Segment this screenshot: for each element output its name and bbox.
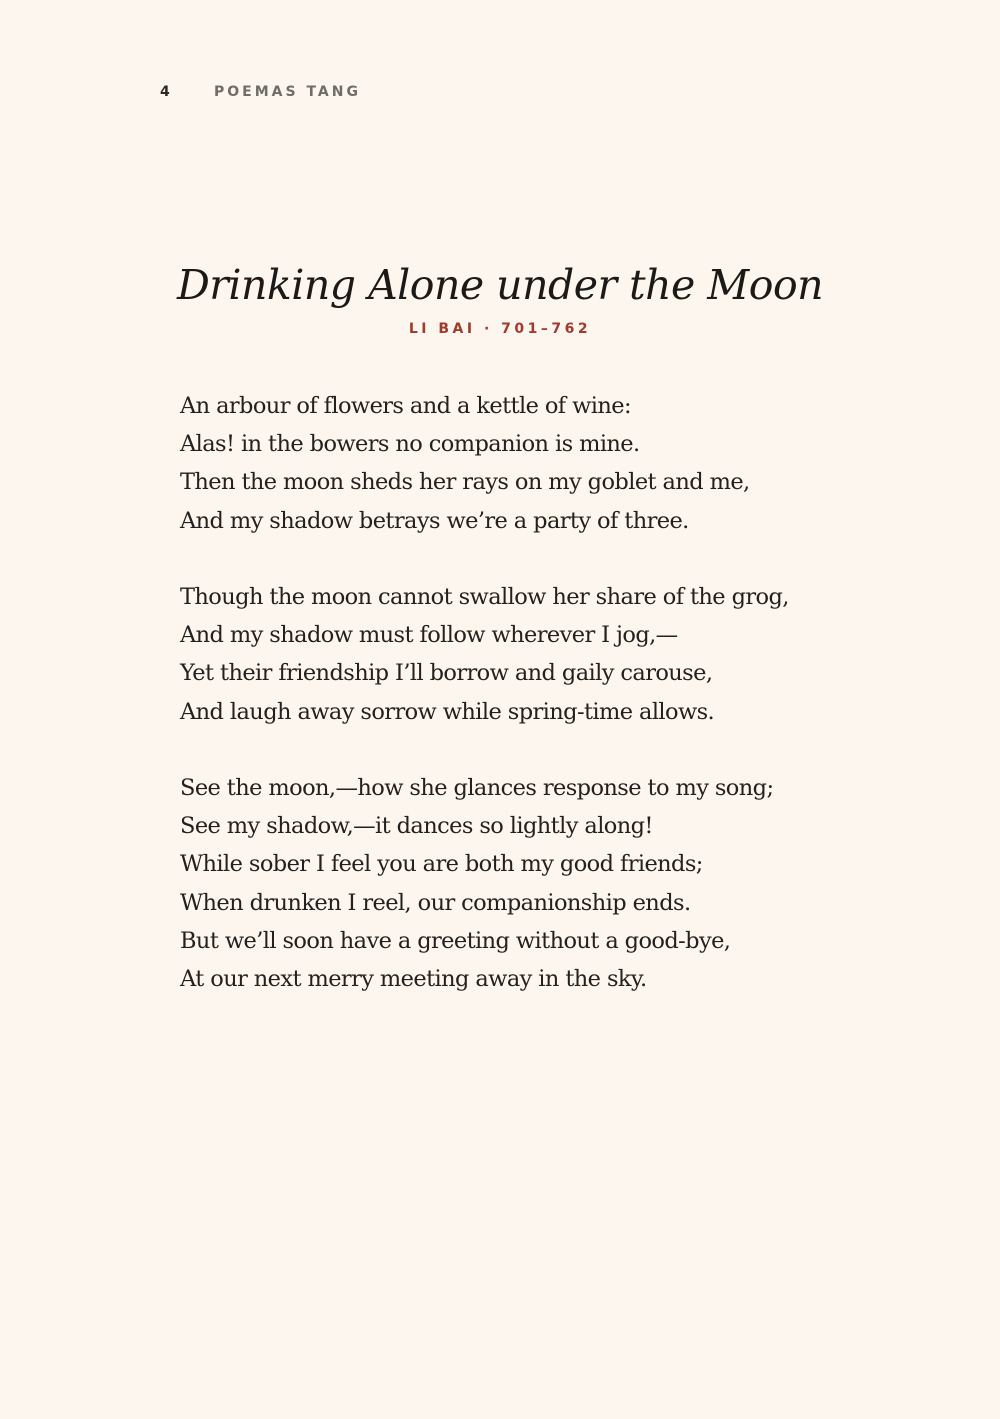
poem-line: At our next merry meeting away in the sky. xyxy=(180,966,647,993)
stanza-2 xyxy=(180,578,900,731)
poem-body xyxy=(180,387,900,1036)
poem-line: Alas! in the bowers no companion is mine. xyxy=(180,431,640,458)
poem-line: An arbour of flowers and a kettle of wine: xyxy=(180,393,631,419)
poem-line: When drunken I reel, our companionship ends. xyxy=(180,889,691,916)
poem-byline: LI BAI · 701–762 xyxy=(408,321,592,337)
stanza-1 xyxy=(180,387,900,540)
poem-line: Then the moon sheds her rays on my goblet and me, xyxy=(180,469,750,496)
poem-line: See my shadow,—it dances so lightly along! xyxy=(180,813,653,840)
poem-line: See the moon,—how she glances response to my song; xyxy=(180,775,774,801)
poem-line: Yet their friendship I’ll borrow and gaily carouse, xyxy=(180,660,713,687)
poem-line: Though the moon cannot swallow her share of the grog, xyxy=(180,584,789,610)
poem-title: Drinking Alone under the Moon xyxy=(176,261,824,309)
poem-line: And my shadow must follow wherever I jog,— xyxy=(180,622,678,649)
stanza-3 xyxy=(180,769,900,998)
poem-line: And laugh away sorrow while spring-time allows. xyxy=(180,698,715,725)
poem-line: While sober I feel you are both my good friends; xyxy=(180,851,703,878)
book-title: POEMAS TANG xyxy=(214,84,361,100)
poem-line: And my shadow betrays we’re a party of three. xyxy=(180,507,689,534)
page-number: 4 xyxy=(160,84,170,100)
running-head xyxy=(160,82,361,102)
poem-line: But we’ll soon have a greeting without a good-bye, xyxy=(180,927,731,954)
